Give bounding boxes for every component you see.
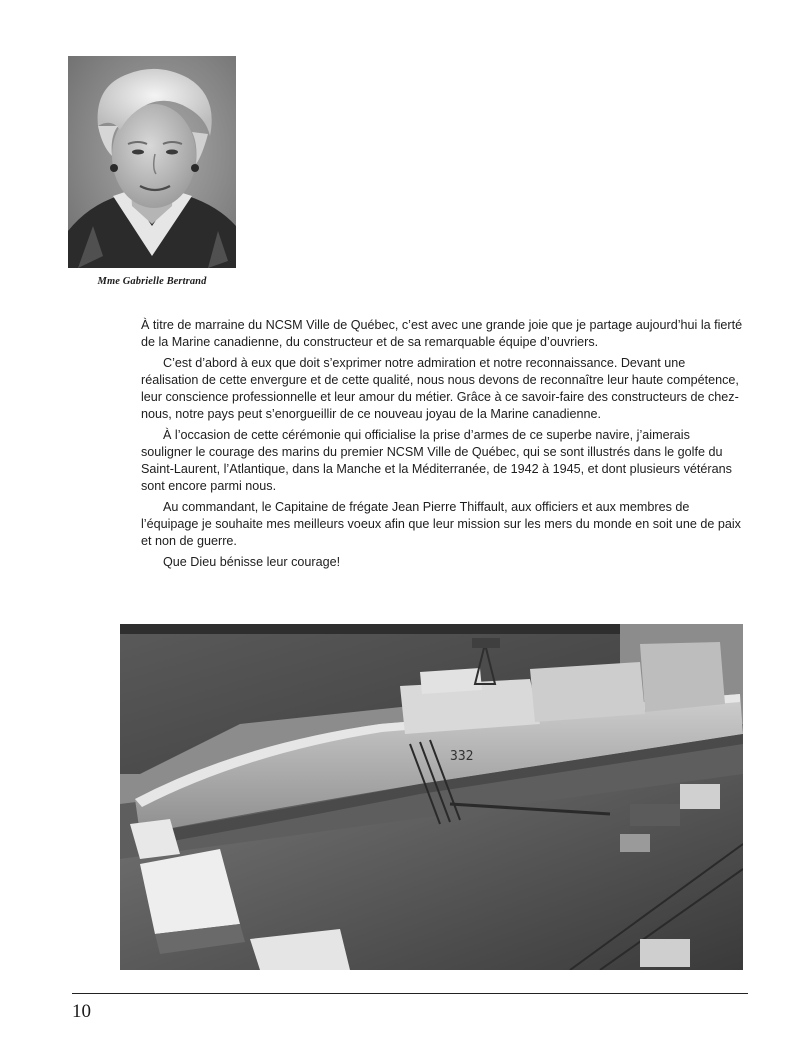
letter-paragraph: À titre de marraine du NCSM Ville de Québec, c’est avec une grande joie que je partage aujourd’hui la fierté de la Marine canadienne, du constructeur et de sa remarquable équipe d’ouvriers. [141,318,743,349]
portrait-photo [68,56,236,268]
page-number: 10 [72,1001,91,1022]
footer-rule [72,993,748,994]
letter-paragraph: C’est d’abord à eux que doit s’exprimer notre admiration et notre reconnaissance. Devant une réalisation de cette envergure et de cette qualité, nous nous devons de reconnaître leur haute compétence, leur conscience professionnelle et leur amour du métier. Grâce à ce savoir-faire des constructeurs de chez-nous, notre pays peut s’enorgueillir de ce nouveau joyau de la Marine canadienne. [141,356,739,421]
letter-paragraph: Au commandant, le Capitaine de frégate Jean Pierre Thiffault, aux officiers et aux membres de l’équipage je souhaite mes meilleurs voeux afin que leur mission sur les mers du monde en soit une de paix et non de guerre. [141,500,741,548]
letter-paragraph: À l’occasion de cette cérémonie qui officialise la prise d’armes de ce superbe navire, j’aimerais souligner le courage des marins du premier NCSM Ville de Québec, qui se sont illustrés dans le golfe du Saint-Laurent, l’Atlantique, dans la Manche et la Méditerranée, de 1942 à 1945, et dont plusieurs vétérans sont encore parmi nous. [141,428,732,493]
hull-number: 332 [450,749,474,764]
portrait-caption: Mme Gabrielle Bertrand [97,276,207,287]
ship-shipyard-photo [120,624,743,970]
letter-body [141,317,743,575]
letter-paragraph: Que Dieu bénisse leur courage! [163,555,341,569]
